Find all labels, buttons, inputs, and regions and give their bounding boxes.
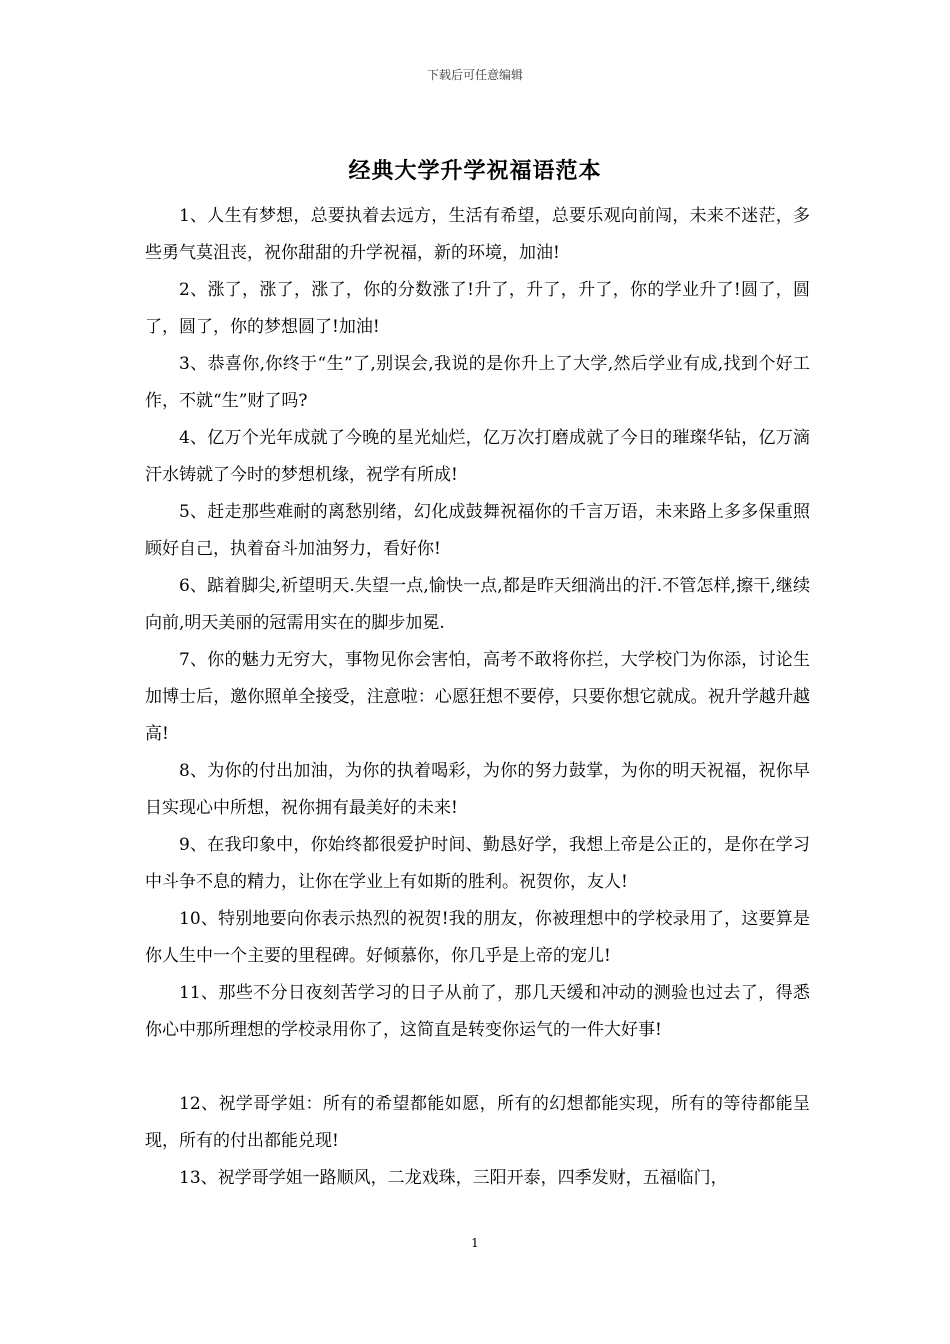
document-title: 经典大学升学祝福语范本	[348, 158, 602, 184]
paragraph-1: 1、人生有梦想，总要执着去远方，生活有希望，总要乐观向前闯，未来不迷茫，多些勇气莫沮丧，祝你甜甜的升学祝福，新的环境，加油!	[145, 206, 810, 263]
page-number: 1	[471, 1236, 479, 1250]
header-note: 下载后可任意编辑	[426, 68, 523, 82]
paragraph-5: 5、赶走那些难耐的离愁别绪，幻化成鼓舞祝福你的千言万语，未来路上多多保重照顾好自己，执着奋斗加油努力，看好你!	[145, 502, 810, 559]
paragraph-9: 9、在我印象中，你始终都很爱护时间、勤恳好学，我想上帝是公正的，是你在学习中斗争不息的精力，让你在学业上有如斯的胜利。祝贺你，友人!	[145, 835, 810, 892]
paragraph-13: 13、祝学哥学姐一路顺风，二龙戏珠，三阳开泰，四季发财，五福临门，	[179, 1168, 728, 1188]
paragraph-4: 4、亿万个光年成就了今晚的星光灿烂，亿万次打磨成就了今日的璀璨华钻，亿万滴汗水铸就了今时的梦想机缘，祝学有所成!	[145, 428, 810, 485]
document-body	[145, 198, 810, 1197]
paragraph-11: 11、那些不分日夜刻苦学习的日子从前了，那几天缓和冲动的测验也过去了，得悉你心中那所理想的学校录用你了，这简直是转变你运气的一件大好事!	[145, 983, 810, 1040]
paragraph-10: 10、特别地要向你表示热烈的祝贺!我的朋友，你被理想中的学校录用了，这要算是你人生中一个主要的里程碑。好倾慕你，你几乎是上帝的宠儿!	[145, 909, 810, 966]
blank-line	[145, 1049, 810, 1086]
paragraph-12: 12、祝学哥学姐：所有的希望都能如愿，所有的幻想都能实现，所有的等待都能呈现，所有的付出都能兑现!	[145, 1094, 810, 1151]
paragraph-3: 3、恭喜你,你终于“生”了,别误会,我说的是你升上了大学,然后学业有成,找到个好工作，不就“生”财了吗?	[145, 354, 810, 411]
paragraph-7: 7、你的魅力无穷大，事物见你会害怕，高考不敢将你拦，大学校门为你添，讨论生加博士后，邀你照单全接受，注意啦：心愿狂想不要停，只要你想它就成。祝升学越升越高!	[145, 650, 810, 744]
paragraph-2: 2、涨了，涨了，涨了，你的分数涨了!升了，升了，升了，你的学业升了!圆了，圆了，圆了，你的梦想圆了!加油!	[145, 280, 810, 337]
paragraph-8: 8、为你的付出加油，为你的执着喝彩，为你的努力鼓掌，为你的明天祝福，祝你早日实现心中所想，祝你拥有最美好的未来!	[145, 761, 810, 818]
paragraph-6: 6、踮着脚尖,祈望明天.失望一点,愉快一点,都是昨天细淌出的汗.不管怎样,擦干,继续向前,明天美丽的冠需用实在的脚步加冕.	[145, 576, 810, 633]
